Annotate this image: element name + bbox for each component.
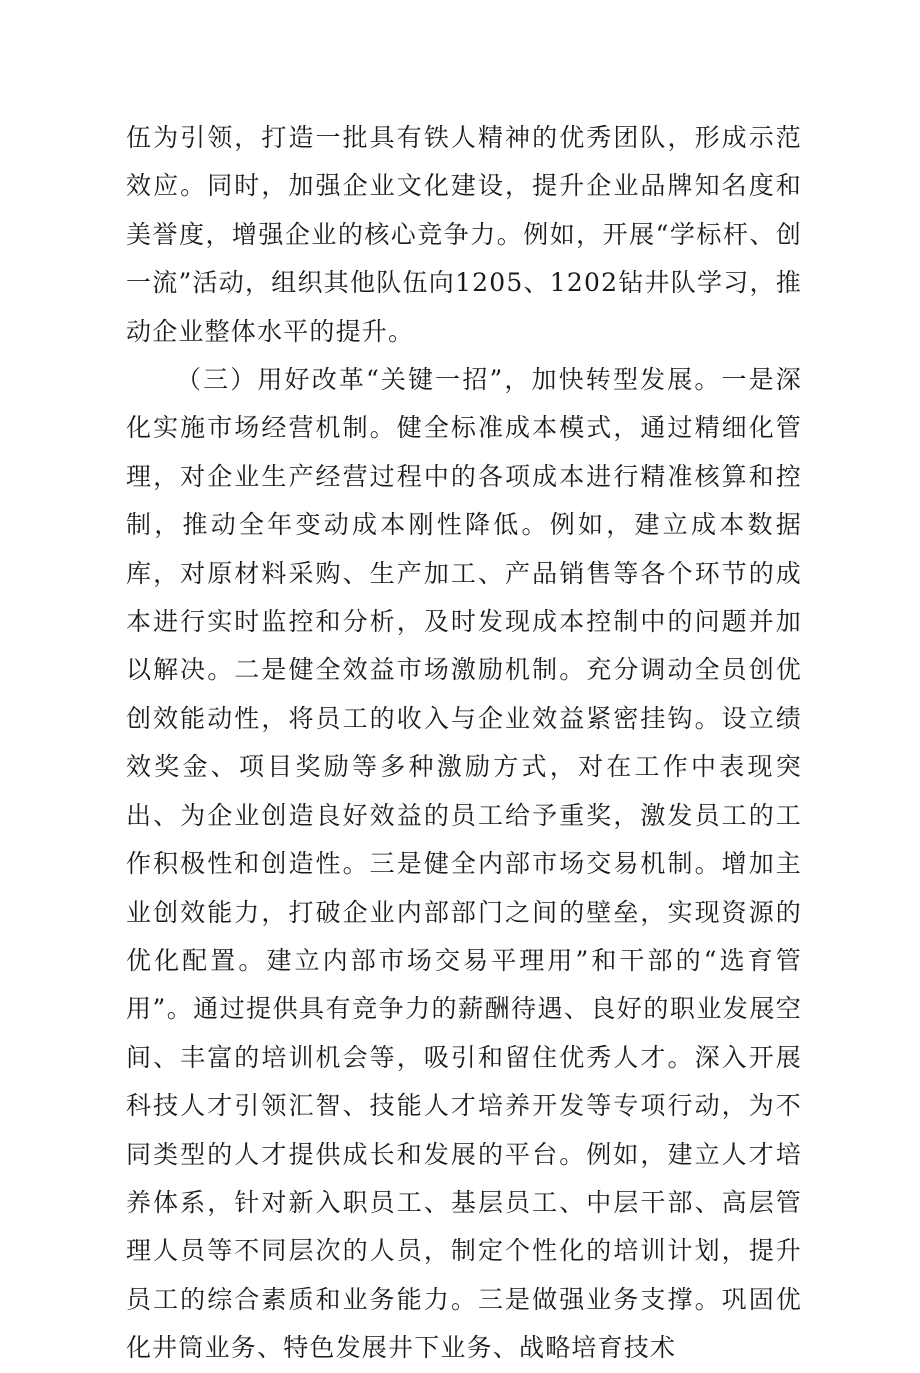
document-body [126,114,802,1373]
paragraph-reform-section: （三）用好改革“关键一招”，加快转型发展。一是深化实施市场经营机制。健全标准成本模式，通过精细化管理，对企业生产经营过程中的各项成本进行精准核算和控制，推动全年变动成本刚性降低。例如，建立成本数据库，对原材料采购、生产加工、产品销售等各个环节的成本进行实时监控和分析，及时发现成本控制中的问题并加以解决。二是健全效益市场激励机制。充分调动全员创优创效能动性，将员工的收入与企业效益紧密挂钩。设立绩效奖金、项目奖励等多种激励方式，对在工作中表现突出、为企业创造良好效益的员工给予重奖，激发员工的工作积极性和创造性。三是健全内部市场交易机制。增加主业创效能力，打破企业内部部门之间的壁垒，实现资源的优化配置。建立内部市场交易平理用”和干部的“选育管用”。通过提供具有竞争力的薪酬待遇、良好的职业发展空间、丰富的培训机会等，吸引和留住优秀人才。深入开展科技人才引领汇智、技能人才培养开发等专项行动，为不同类型的人才提供成长和发展的平台。例如，建立人才培养体系，针对新入职员工、基层员工、中层干部、高层管理人员等不同层次的人员，制定个性化的培训计划，提升员工的综合素质和业务能力。三是做强业务支撑。巩固优化井筒业务、特色发展井下业务、战略培育技术 [126,365,802,1363]
paragraph-continuation: 伍为引领，打造一批具有铁人精神的优秀团队，形成示范效应。同时，加强企业文化建设，提升企业品牌知名度和美誉度，增强企业的核心竞争力。例如，开展“学标杆、创一流”活动，组织其他队伍向1205、1202钻井队学习，推动企业整体水平的提升。 [126,123,802,346]
